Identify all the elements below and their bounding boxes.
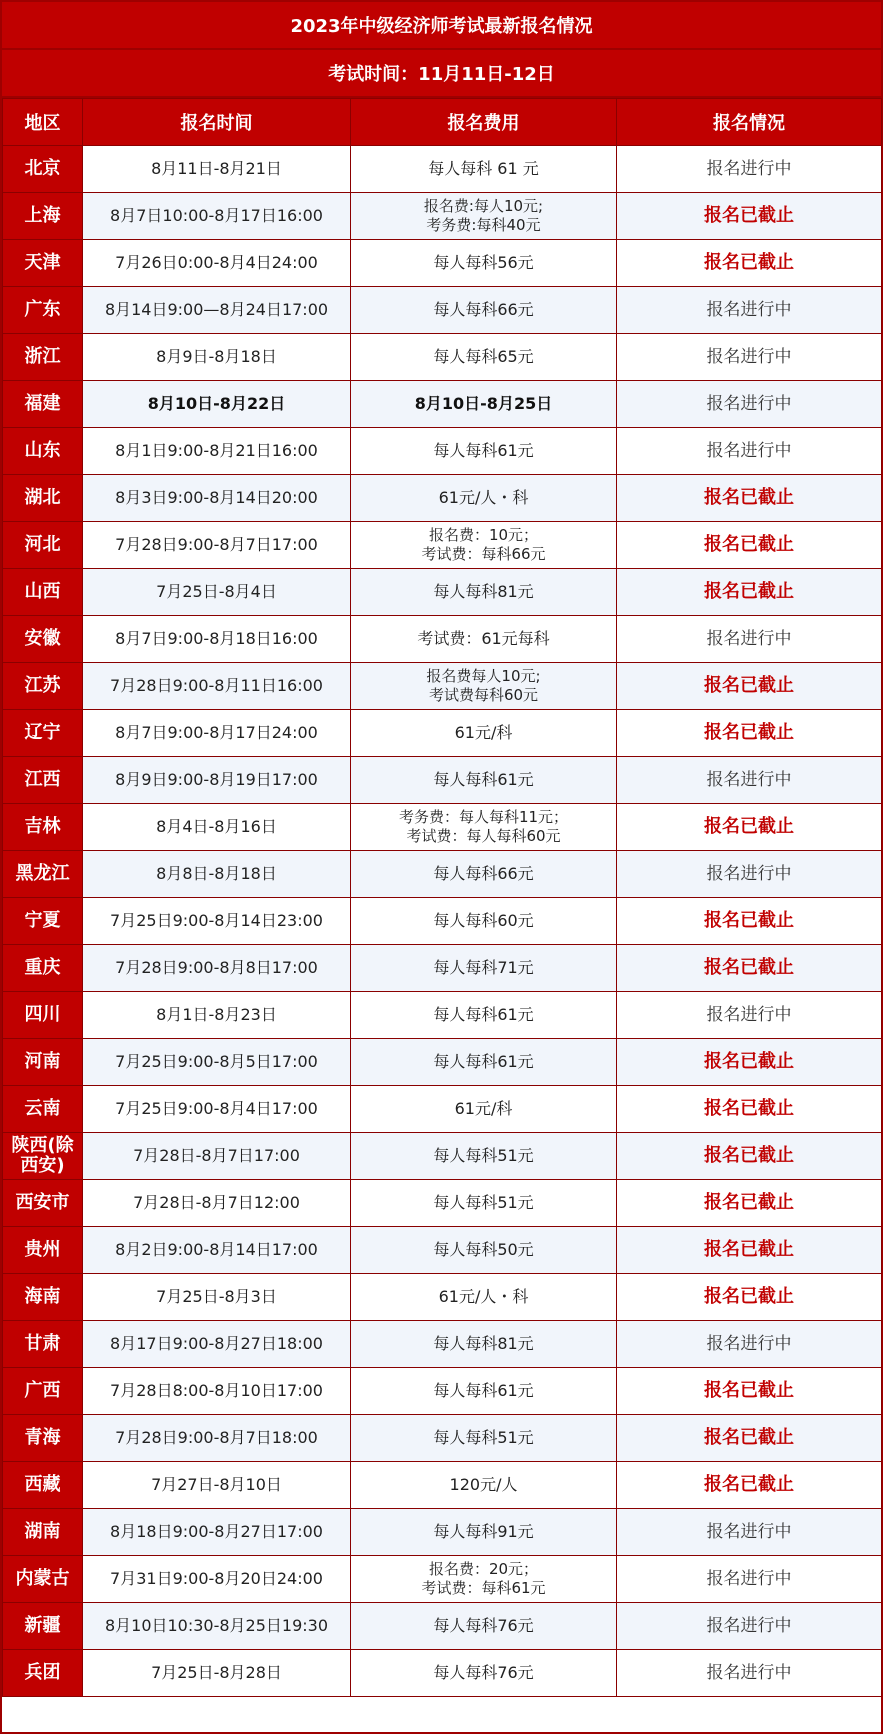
time-cell: 7月26日0:00-8月4日24:00	[83, 240, 351, 287]
status-cell: 报名已截止	[617, 240, 882, 287]
time-cell: 8月9日-8月18日	[83, 334, 351, 381]
region-cell: 海南	[3, 1274, 83, 1321]
table-row	[3, 1274, 882, 1321]
time-cell: 8月9日9:00-8月19日17:00	[83, 757, 351, 804]
status-cell: 报名进行中	[617, 1509, 882, 1556]
status-cell: 报名已截止	[617, 804, 882, 851]
fee-cell: 每人每科76元	[351, 1603, 617, 1650]
fee-cell: 报名费：10元； 考试费：每科66元	[351, 522, 617, 569]
region-cell: 辽宁	[3, 710, 83, 757]
region-cell: 天津	[3, 240, 83, 287]
header-region: 地区	[3, 99, 83, 146]
time-cell: 8月7日9:00-8月17日24:00	[83, 710, 351, 757]
time-cell: 8月7日9:00-8月18日16:00	[83, 616, 351, 663]
table-row	[3, 146, 882, 193]
region-cell: 江西	[3, 757, 83, 804]
fee-cell: 报名费：20元； 考试费：每科61元	[351, 1556, 617, 1603]
time-cell: 8月10日-8月22日	[83, 381, 351, 428]
table-row	[3, 569, 882, 616]
region-cell: 山东	[3, 428, 83, 475]
region-cell: 山西	[3, 569, 83, 616]
status-cell: 报名已截止	[617, 1180, 882, 1227]
exam-time-banner: 考试时间：11月11日-12日	[2, 50, 881, 98]
time-cell: 7月28日9:00-8月11日16:00	[83, 663, 351, 710]
fee-cell: 61元/人・科	[351, 475, 617, 522]
table-row	[3, 1462, 882, 1509]
fee-cell: 每人每科51元	[351, 1415, 617, 1462]
time-cell: 7月25日9:00-8月5日17:00	[83, 1039, 351, 1086]
time-cell: 7月28日8:00-8月10日17:00	[83, 1368, 351, 1415]
table-row	[3, 1650, 882, 1697]
time-cell: 8月8日-8月18日	[83, 851, 351, 898]
status-cell: 报名已截止	[617, 1462, 882, 1509]
status-cell: 报名进行中	[617, 757, 882, 804]
table-row	[3, 1227, 882, 1274]
time-cell: 7月25日-8月3日	[83, 1274, 351, 1321]
fee-cell: 61元/科	[351, 710, 617, 757]
fee-cell: 每人每科60元	[351, 898, 617, 945]
fee-cell: 每人每科56元	[351, 240, 617, 287]
fee-cell: 每人每科61元	[351, 992, 617, 1039]
region-cell: 云南	[3, 1086, 83, 1133]
time-cell: 8月4日-8月16日	[83, 804, 351, 851]
table-row	[3, 616, 882, 663]
region-cell: 福建	[3, 381, 83, 428]
time-cell: 7月31日9:00-8月20日24:00	[83, 1556, 351, 1603]
fee-cell: 每人每科81元	[351, 569, 617, 616]
fee-cell: 每人每科 61 元	[351, 146, 617, 193]
status-cell: 报名进行中	[617, 1603, 882, 1650]
status-cell: 报名已截止	[617, 193, 882, 240]
region-cell: 湖南	[3, 1509, 83, 1556]
region-cell: 河南	[3, 1039, 83, 1086]
table-row	[3, 945, 882, 992]
status-cell: 报名已截止	[617, 663, 882, 710]
table-row	[3, 334, 882, 381]
time-cell: 8月3日9:00-8月14日20:00	[83, 475, 351, 522]
time-cell: 8月11日-8月21日	[83, 146, 351, 193]
status-cell: 报名已截止	[617, 1086, 882, 1133]
header-fee: 报名费用	[351, 99, 617, 146]
table-row	[3, 1556, 882, 1603]
table-row	[3, 475, 882, 522]
region-cell: 吉林	[3, 804, 83, 851]
table-row	[3, 287, 882, 334]
fee-cell: 每人每科50元	[351, 1227, 617, 1274]
region-cell: 湖北	[3, 475, 83, 522]
status-cell: 报名进行中	[617, 1650, 882, 1697]
time-cell: 7月25日9:00-8月4日17:00	[83, 1086, 351, 1133]
table-row	[3, 757, 882, 804]
time-cell: 7月27日-8月10日	[83, 1462, 351, 1509]
table-row	[3, 1133, 882, 1180]
status-cell: 报名已截止	[617, 1039, 882, 1086]
status-cell: 报名进行中	[617, 1321, 882, 1368]
region-cell: 西藏	[3, 1462, 83, 1509]
region-cell: 广东	[3, 287, 83, 334]
table-row	[3, 710, 882, 757]
table-row	[3, 381, 882, 428]
fee-cell: 8月10日-8月25日	[351, 381, 617, 428]
region-cell: 北京	[3, 146, 83, 193]
fee-cell: 报名费每人10元; 考试费每科60元	[351, 663, 617, 710]
table-body	[3, 146, 882, 1697]
time-cell: 7月25日9:00-8月14日23:00	[83, 898, 351, 945]
fee-cell: 120元/人	[351, 1462, 617, 1509]
time-cell: 8月1日-8月23日	[83, 992, 351, 1039]
table-row	[3, 240, 882, 287]
status-cell: 报名已截止	[617, 710, 882, 757]
table-row	[3, 1603, 882, 1650]
region-cell: 兵团	[3, 1650, 83, 1697]
region-cell: 安徽	[3, 616, 83, 663]
region-cell: 四川	[3, 992, 83, 1039]
time-cell: 7月25日-8月28日	[83, 1650, 351, 1697]
status-cell: 报名已截止	[617, 1368, 882, 1415]
status-cell: 报名进行中	[617, 851, 882, 898]
fee-cell: 每人每科51元	[351, 1133, 617, 1180]
region-cell: 上海	[3, 193, 83, 240]
region-cell: 宁夏	[3, 898, 83, 945]
fee-cell: 每人每科76元	[351, 1650, 617, 1697]
fee-cell: 每人每科61元	[351, 757, 617, 804]
time-cell: 8月2日9:00-8月14日17:00	[83, 1227, 351, 1274]
region-cell: 江苏	[3, 663, 83, 710]
fee-cell: 每人每科71元	[351, 945, 617, 992]
table-row	[3, 193, 882, 240]
region-cell: 贵州	[3, 1227, 83, 1274]
status-cell: 报名已截止	[617, 569, 882, 616]
region-cell: 浙江	[3, 334, 83, 381]
time-cell: 8月1日9:00-8月21日16:00	[83, 428, 351, 475]
status-cell: 报名进行中	[617, 992, 882, 1039]
status-cell: 报名进行中	[617, 428, 882, 475]
table-row	[3, 1180, 882, 1227]
time-cell: 7月28日9:00-8月7日18:00	[83, 1415, 351, 1462]
fee-cell: 61元/科	[351, 1086, 617, 1133]
status-cell: 报名已截止	[617, 522, 882, 569]
status-cell: 报名进行中	[617, 616, 882, 663]
fee-cell: 考务费：每人每科11元； 考试费：每人每科60元	[351, 804, 617, 851]
table-row	[3, 663, 882, 710]
status-cell: 报名进行中	[617, 1556, 882, 1603]
table-row	[3, 428, 882, 475]
fee-cell: 报名费:每人10元; 考务费:每科40元	[351, 193, 617, 240]
region-cell: 重庆	[3, 945, 83, 992]
region-cell: 内蒙古	[3, 1556, 83, 1603]
fee-cell: 每人每科51元	[351, 1180, 617, 1227]
region-cell: 河北	[3, 522, 83, 569]
table-row	[3, 522, 882, 569]
status-cell: 报名已截止	[617, 1274, 882, 1321]
region-cell: 广西	[3, 1368, 83, 1415]
status-cell: 报名已截止	[617, 1133, 882, 1180]
status-cell: 报名进行中	[617, 287, 882, 334]
status-cell: 报名进行中	[617, 146, 882, 193]
status-cell: 报名已截止	[617, 475, 882, 522]
header-status: 报名情况	[617, 99, 882, 146]
time-cell: 7月28日-8月7日12:00	[83, 1180, 351, 1227]
fee-cell: 每人每科81元	[351, 1321, 617, 1368]
table-row	[3, 898, 882, 945]
registration-table	[2, 98, 882, 1697]
time-cell: 8月18日9:00-8月27日17:00	[83, 1509, 351, 1556]
status-cell: 报名已截止	[617, 1227, 882, 1274]
time-cell: 8月7日10:00-8月17日16:00	[83, 193, 351, 240]
fee-cell: 每人每科66元	[351, 287, 617, 334]
time-cell: 7月28日9:00-8月7日17:00	[83, 522, 351, 569]
time-cell: 8月14日9:00—8月24日17:00	[83, 287, 351, 334]
time-cell: 7月25日-8月4日	[83, 569, 351, 616]
status-cell: 报名进行中	[617, 334, 882, 381]
fee-cell: 每人每科61元	[351, 1039, 617, 1086]
table-row	[3, 1321, 882, 1368]
region-cell: 新疆	[3, 1603, 83, 1650]
fee-cell: 每人每科61元	[351, 1368, 617, 1415]
region-cell: 西安市	[3, 1180, 83, 1227]
table-row	[3, 1039, 882, 1086]
fee-cell: 每人每科66元	[351, 851, 617, 898]
header-time: 报名时间	[83, 99, 351, 146]
table-row	[3, 851, 882, 898]
status-cell: 报名已截止	[617, 1415, 882, 1462]
status-cell: 报名已截止	[617, 898, 882, 945]
status-cell: 报名进行中	[617, 381, 882, 428]
fee-cell: 每人每科91元	[351, 1509, 617, 1556]
region-cell: 黑龙江	[3, 851, 83, 898]
header-row	[3, 99, 882, 146]
fee-cell: 61元/人・科	[351, 1274, 617, 1321]
fee-cell: 每人每科61元	[351, 428, 617, 475]
fee-cell: 考试费：61元每科	[351, 616, 617, 663]
time-cell: 8月10日10:30-8月25日19:30	[83, 1603, 351, 1650]
table-row	[3, 992, 882, 1039]
table-row	[3, 804, 882, 851]
sheet-title: 2023年中级经济师考试最新报名情况	[2, 2, 881, 50]
status-cell: 报名已截止	[617, 945, 882, 992]
time-cell: 7月28日9:00-8月8日17:00	[83, 945, 351, 992]
time-cell: 7月28日-8月7日17:00	[83, 1133, 351, 1180]
region-cell: 陕西(除西安)	[3, 1133, 83, 1180]
table-row	[3, 1086, 882, 1133]
region-cell: 甘肃	[3, 1321, 83, 1368]
time-cell: 8月17日9:00-8月27日18:00	[83, 1321, 351, 1368]
region-cell: 青海	[3, 1415, 83, 1462]
table-row	[3, 1415, 882, 1462]
fee-cell: 每人每科65元	[351, 334, 617, 381]
table-row	[3, 1509, 882, 1556]
table-row	[3, 1368, 882, 1415]
